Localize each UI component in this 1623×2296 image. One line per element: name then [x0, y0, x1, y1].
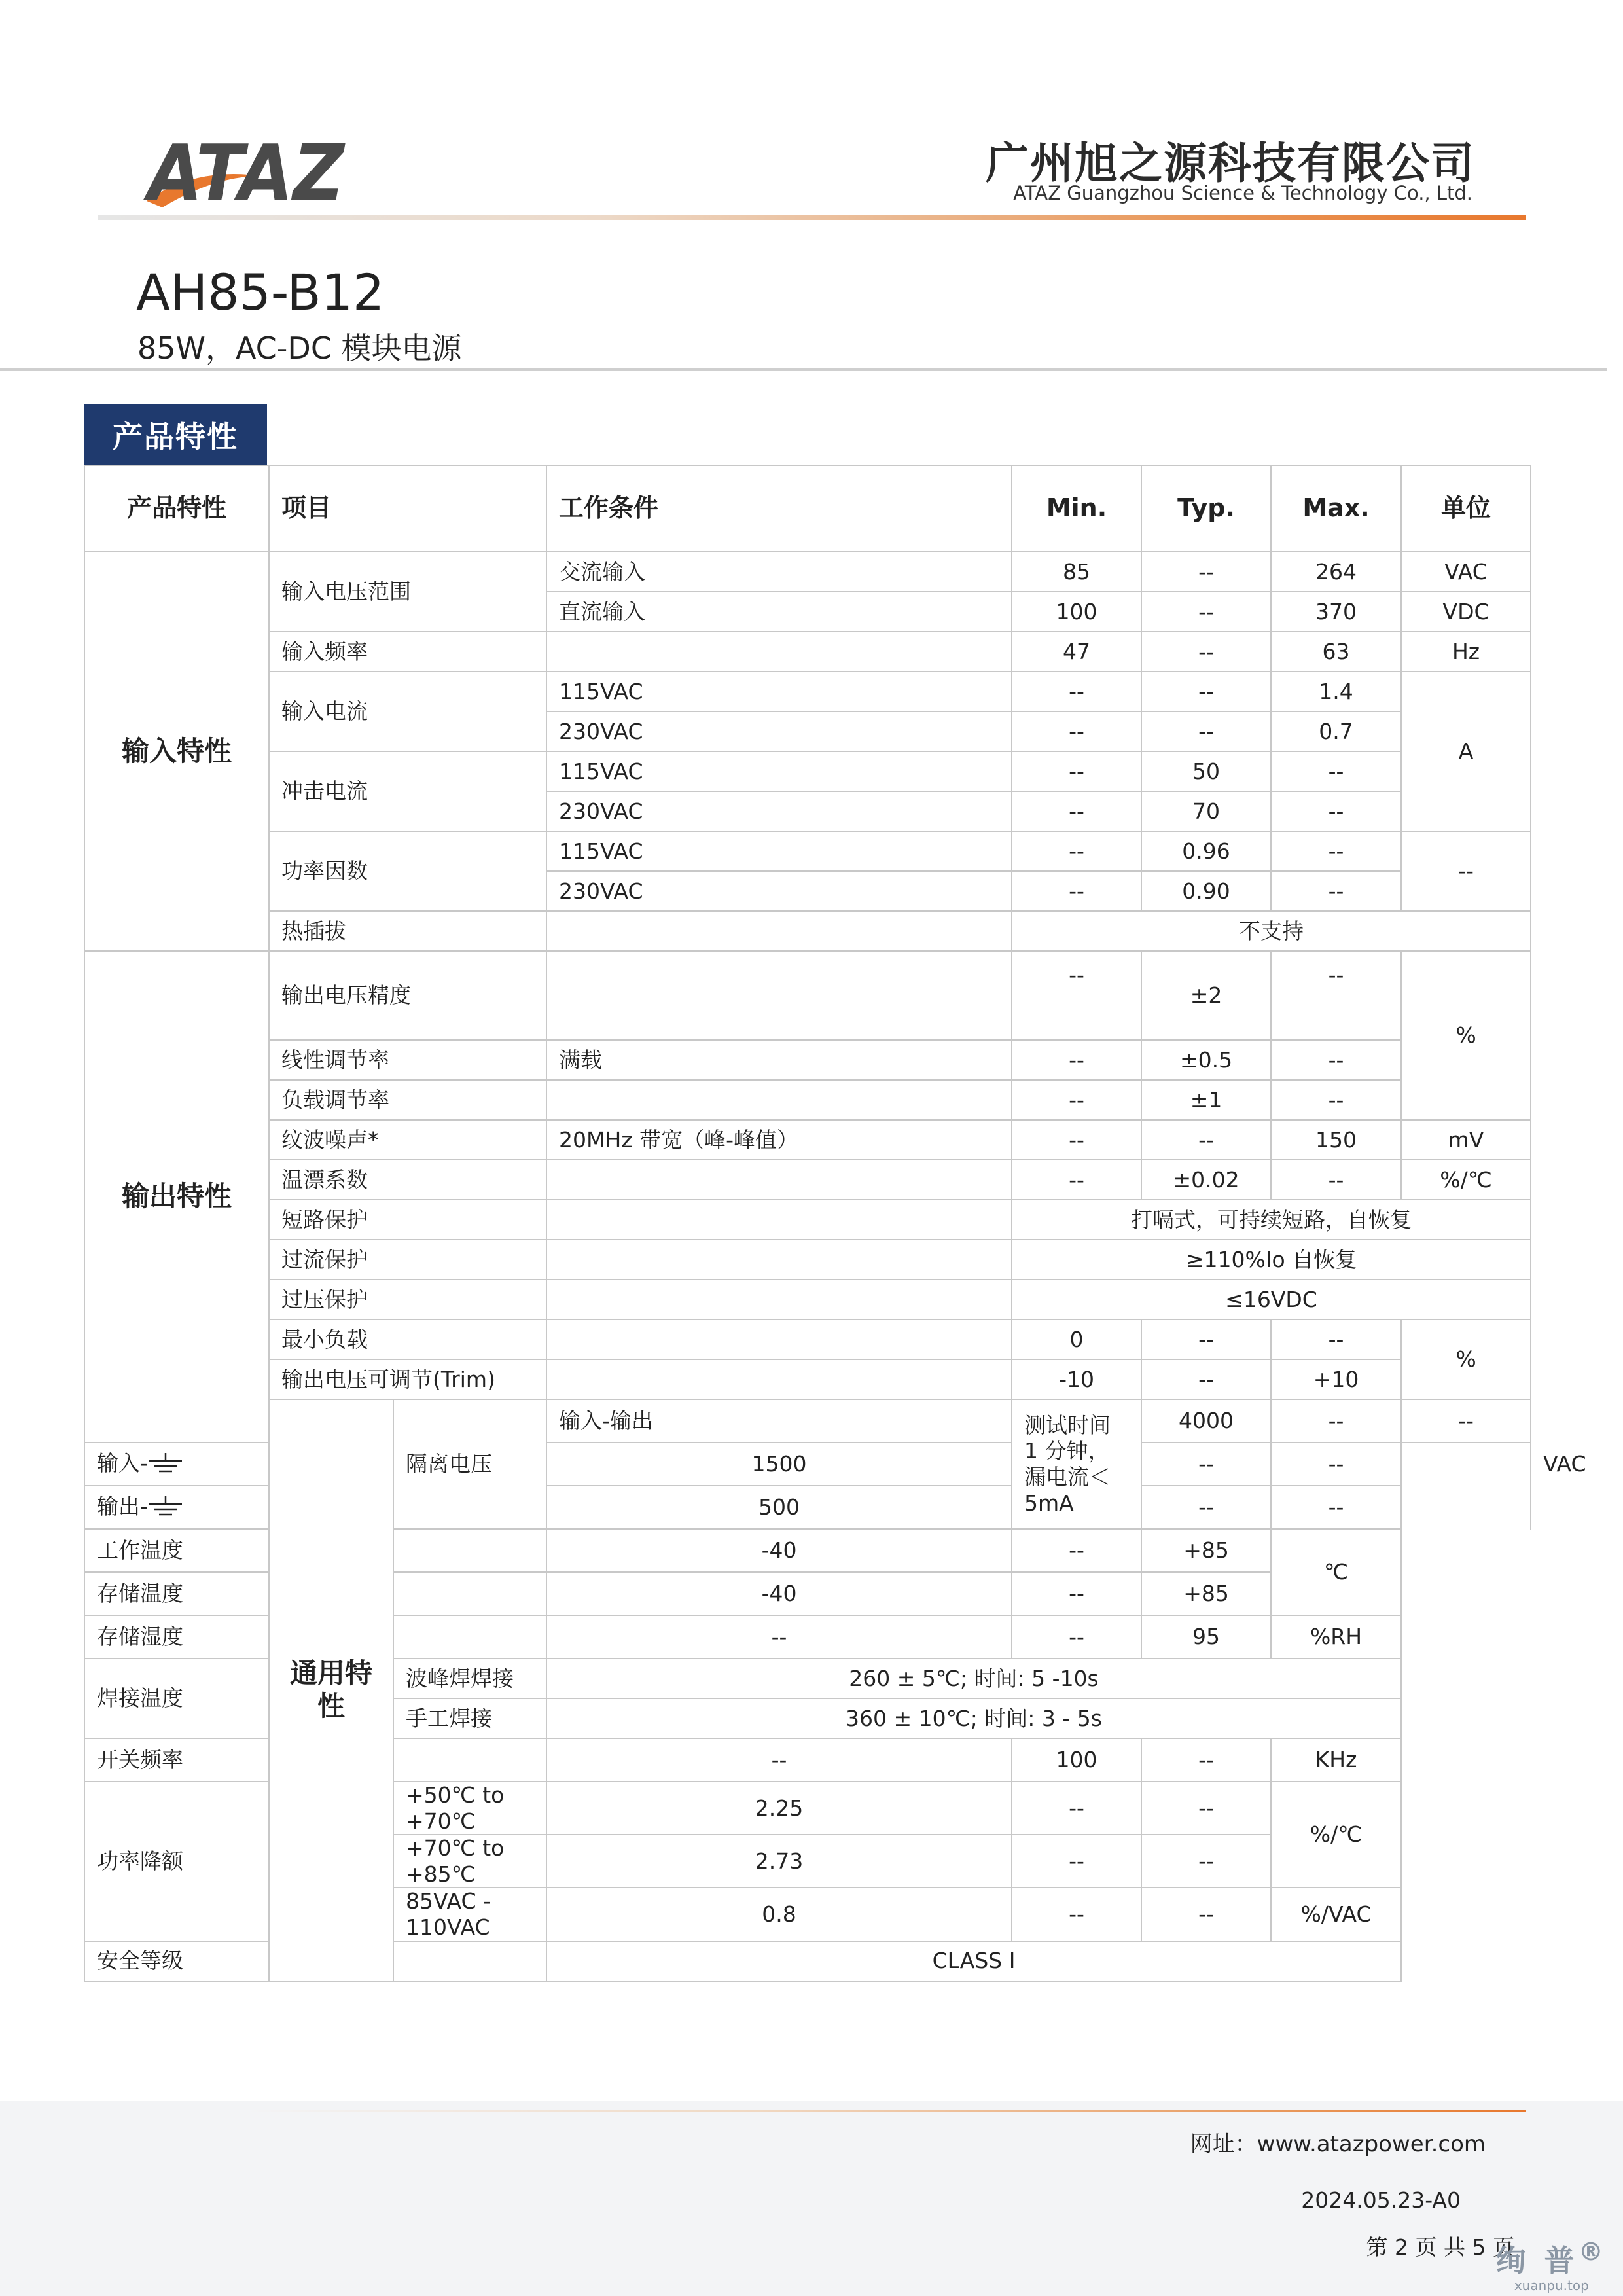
max-cell: 1.4 [1271, 672, 1401, 711]
max-cell: +85 [1141, 1572, 1271, 1615]
min-cell: -- [1012, 871, 1141, 911]
unit-cell: VAC [1401, 552, 1531, 592]
max-cell: -- [1141, 1888, 1271, 1941]
header-min: Min. [1012, 465, 1141, 552]
ataz-logo [143, 128, 352, 213]
condition-cell: +50℃ to +70℃ [393, 1782, 546, 1835]
min-cell: -- [1012, 791, 1141, 831]
table-row [84, 751, 1531, 791]
table-row [84, 1615, 1531, 1659]
table-row [84, 1080, 1531, 1120]
max-cell: -- [1271, 1443, 1401, 1486]
min-cell: -- [1012, 1080, 1141, 1120]
min-cell: -- [546, 1615, 1012, 1659]
table-row [84, 1319, 1531, 1359]
value-cell: 不支持 [1012, 911, 1531, 951]
max-cell: -- [1271, 1486, 1401, 1529]
header-unit: 单位 [1401, 465, 1531, 552]
table-row: 通用特性 隔离电压 输入-输出 测试时间 1 分钟，漏电流＜5mA 4000 -- -- VAC [84, 1399, 1531, 1443]
sub-item-label: 输出- [97, 1494, 148, 1520]
condition-cell [393, 1941, 546, 1981]
typ-cell: -- [1012, 1529, 1141, 1572]
typ-cell: 0.90 [1141, 871, 1271, 911]
min-cell: -- [1012, 751, 1141, 791]
min-cell: 500 [546, 1486, 1012, 1529]
max-cell: -- [1271, 791, 1401, 831]
typ-cell: 70 [1141, 791, 1271, 831]
condition-cell [393, 1615, 546, 1659]
unit-cell: A [1401, 672, 1531, 831]
condition-cell [546, 1359, 1012, 1399]
website-link[interactable]: 网址：www.atazpower.com [1190, 2131, 1486, 2157]
max-cell: -- [1141, 1782, 1271, 1835]
condition-cell: 115VAC [546, 751, 1012, 791]
max-cell: 370 [1271, 592, 1401, 632]
condition-cell [546, 951, 1012, 1040]
condition-cell: 测试时间 1 分钟，漏电流＜5mA [1012, 1399, 1141, 1529]
condition-cell: 波峰焊焊接 [393, 1659, 546, 1698]
doc-version: 2024.05.23-A0 [1301, 2187, 1461, 2213]
table-row [84, 632, 1531, 672]
value-cell: CLASS I [546, 1941, 1401, 1981]
min-cell: 4000 [1141, 1399, 1271, 1443]
max-cell: 264 [1271, 552, 1401, 592]
min-cell: -- [1012, 711, 1141, 751]
watermark [1496, 2237, 1607, 2293]
condition-cell [546, 1240, 1012, 1280]
max-cell: -- [1271, 871, 1401, 911]
min-cell: 47 [1012, 632, 1141, 672]
item-cell: 输出电压可调节(Trim) [269, 1359, 546, 1399]
company-name-cn: 广州旭之源科技有限公司 [986, 138, 1475, 188]
table-row [84, 1280, 1531, 1319]
table-row [84, 1040, 1531, 1080]
typ-cell: -- [1012, 1835, 1141, 1888]
item-cell: 安全等级 [84, 1941, 393, 1981]
typ-cell: ±0.02 [1141, 1160, 1271, 1200]
condition-cell: 230VAC [546, 711, 1012, 751]
table-row [84, 831, 1531, 871]
table-row [84, 552, 1531, 592]
category-general: 通用特性 [269, 1399, 393, 1981]
unit-cell: % [1401, 951, 1531, 1120]
item-cell: 冲击电流 [269, 751, 546, 831]
sub-item-cell [84, 1486, 269, 1529]
category-input: 输入特性 [84, 552, 269, 951]
min-cell: 100 [1012, 592, 1141, 632]
max-cell: 150 [1271, 1120, 1401, 1160]
watermark-text-en: xuanpu.top [1514, 2278, 1589, 2293]
item-cell: 输入电压范围 [269, 552, 546, 632]
typ-cell: -- [1141, 1359, 1271, 1399]
item-cell: 存储湿度 [84, 1615, 393, 1659]
typ-cell: 0.96 [1141, 831, 1271, 871]
condition-cell [546, 911, 1012, 951]
min-cell: -40 [546, 1572, 1012, 1615]
sub-item-cell: 输入-输出 [546, 1399, 1012, 1443]
max-cell: 0.7 [1271, 711, 1401, 751]
typ-cell: -- [1141, 1443, 1271, 1486]
footer-divider [245, 2110, 1526, 2112]
max-cell: 63 [1271, 632, 1401, 672]
typ-cell: -- [1141, 632, 1271, 672]
table-row [84, 1200, 1531, 1240]
typ-cell: -- [1271, 1399, 1401, 1443]
typ-cell: -- [1141, 1319, 1271, 1359]
item-cell: 输入频率 [269, 632, 546, 672]
typ-cell: 50 [1141, 751, 1271, 791]
condition-cell: 230VAC [546, 791, 1012, 831]
typ-cell: -- [1012, 1782, 1141, 1835]
item-cell: 过流保护 [269, 1240, 546, 1280]
table-row [84, 1240, 1531, 1280]
typ-cell: ±0.5 [1141, 1040, 1271, 1080]
item-cell: 短路保护 [269, 1200, 546, 1240]
table-row [84, 1738, 1531, 1782]
min-cell: -- [1012, 1040, 1141, 1080]
min-cell: 2.73 [546, 1835, 1012, 1888]
max-cell: -- [1141, 1738, 1271, 1782]
condition-cell: 满载 [546, 1040, 1012, 1080]
unit-cell: ℃ [1271, 1529, 1401, 1615]
typ-cell: -- [1141, 552, 1271, 592]
condition-cell [546, 1160, 1012, 1200]
unit-cell: %/℃ [1271, 1782, 1401, 1888]
typ-cell: -- [1012, 1888, 1141, 1941]
ground-icon [149, 1495, 182, 1521]
typ-cell: -- [1141, 1120, 1271, 1160]
min-cell: -- [1012, 1160, 1141, 1200]
table-row [84, 1529, 1531, 1572]
condition-cell [546, 1200, 1012, 1240]
item-cell: 焊接温度 [84, 1659, 393, 1738]
condition-cell [546, 1080, 1012, 1120]
header-max: Max. [1271, 465, 1401, 552]
condition-cell: 115VAC [546, 831, 1012, 871]
value-cell: ≥110%Io 自恢复 [1012, 1240, 1531, 1280]
header-condition: 工作条件 [546, 465, 1012, 552]
min-cell: 0 [1012, 1319, 1141, 1359]
typ-cell: 100 [1012, 1738, 1141, 1782]
max-cell: +85 [1141, 1529, 1271, 1572]
min-cell: 1500 [546, 1443, 1012, 1486]
condition-cell: 20MHz 带宽（峰-峰值） [546, 1120, 1012, 1160]
condition-cell: 交流输入 [546, 552, 1012, 592]
table-row [84, 1120, 1531, 1160]
condition-cell: +70℃ to +85℃ [393, 1835, 546, 1888]
header-divider [98, 215, 1526, 220]
unit-cell: %/VAC [1271, 1888, 1401, 1941]
unit-cell: mV [1401, 1120, 1531, 1160]
condition-cell [393, 1738, 546, 1782]
typ-cell: -- [1141, 1486, 1271, 1529]
product-model: AH85-B12 [136, 263, 385, 321]
header-category: 产品特性 [84, 465, 269, 552]
ground-icon [149, 1452, 182, 1478]
min-cell: -40 [546, 1529, 1012, 1572]
table-row [84, 1941, 1531, 1981]
condition-cell [546, 632, 1012, 672]
page-number: 第 2 页 共 5 页 [1366, 2234, 1514, 2260]
condition-cell: 手工焊接 [393, 1698, 546, 1738]
typ-cell: ±1 [1141, 1080, 1271, 1120]
value-cell: ≤16VDC [1012, 1280, 1531, 1319]
min-cell: -- [1012, 951, 1141, 1040]
typ-cell: -- [1012, 1615, 1141, 1659]
min-cell: 2.25 [546, 1782, 1012, 1835]
header-typ: Typ. [1141, 465, 1271, 552]
unit-cell: -- [1401, 831, 1531, 911]
unit-cell: % [1401, 1319, 1531, 1399]
max-cell: -- [1271, 1160, 1401, 1200]
max-cell: -- [1271, 751, 1401, 791]
item-cell: 最小负载 [269, 1319, 546, 1359]
unit-cell: Hz [1401, 632, 1531, 672]
min-cell: -- [1012, 672, 1141, 711]
item-cell: 输入电流 [269, 672, 546, 751]
table-row [84, 1160, 1531, 1200]
condition-cell [393, 1529, 546, 1572]
product-subtitle: 85W，AC-DC 模块电源 [137, 331, 462, 366]
unit-cell: KHz [1271, 1738, 1401, 1782]
typ-cell: -- [1141, 672, 1271, 711]
min-cell: -- [546, 1738, 1012, 1782]
item-cell: 开关频率 [84, 1738, 393, 1782]
condition-cell [546, 1280, 1012, 1319]
typ-cell: -- [1141, 592, 1271, 632]
max-cell: -- [1271, 951, 1401, 1040]
unit-cell: %RH [1271, 1615, 1401, 1659]
item-cell: 纹波噪声* [269, 1120, 546, 1160]
typ-cell: -- [1012, 1572, 1141, 1615]
typ-cell: ±2 [1141, 951, 1271, 1040]
max-cell: -- [1271, 1080, 1401, 1120]
item-cell: 过压保护 [269, 1280, 546, 1319]
condition-cell: 85VAC - 110VAC [393, 1888, 546, 1941]
watermark-text-cn: 绚 普 [1495, 2243, 1578, 2278]
table-row [84, 951, 1531, 1040]
table-header-row [84, 465, 1531, 552]
section-title: 产品特性 [84, 404, 267, 465]
condition-cell: 115VAC [546, 672, 1012, 711]
condition-cell: 230VAC [546, 871, 1012, 911]
item-cell: 负载调节率 [269, 1080, 546, 1120]
max-cell: -- [1401, 1399, 1531, 1443]
table-row [84, 1782, 1531, 1835]
value-cell: 260 ± 5℃; 时间: 5 -10s [546, 1659, 1401, 1698]
condition-cell [546, 1319, 1012, 1359]
max-cell: -- [1141, 1835, 1271, 1888]
max-cell: -- [1271, 1040, 1401, 1080]
company-name-en: ATAZ Guangzhou Science & Technology Co., Ltd. [1013, 182, 1472, 204]
logo-text: ATAZ [143, 128, 346, 213]
sub-item-label: 输入- [97, 1450, 148, 1477]
unit-cell: %/℃ [1401, 1160, 1531, 1200]
table-row [84, 672, 1531, 711]
min-cell: -- [1012, 1120, 1141, 1160]
condition-cell [393, 1572, 546, 1615]
item-cell: 存储温度 [84, 1572, 393, 1615]
unit-cell: VDC [1401, 592, 1531, 632]
max-cell: 95 [1141, 1615, 1271, 1659]
item-cell: 热插拔 [269, 911, 546, 951]
item-cell: 输出电压精度 [269, 951, 546, 1040]
typ-cell: -- [1141, 711, 1271, 751]
registered-mark: ® [1578, 2237, 1607, 2267]
min-cell: -- [1012, 831, 1141, 871]
min-cell: -10 [1012, 1359, 1141, 1399]
item-cell: 功率因数 [269, 831, 546, 911]
item-cell: 隔离电压 [393, 1399, 546, 1529]
table-row [84, 1359, 1531, 1399]
max-cell: +10 [1271, 1359, 1401, 1399]
value-cell: 360 ± 10℃; 时间: 3 - 5s [546, 1698, 1401, 1738]
item-cell: 温漂系数 [269, 1160, 546, 1200]
condition-cell: 直流输入 [546, 592, 1012, 632]
item-cell: 线性调节率 [269, 1040, 546, 1080]
item-cell: 功率降额 [84, 1782, 393, 1941]
min-cell: 85 [1012, 552, 1141, 592]
max-cell: -- [1271, 831, 1401, 871]
max-cell: -- [1271, 1319, 1401, 1359]
item-cell: 工作温度 [84, 1529, 393, 1572]
category-output: 输出特性 [84, 951, 269, 1443]
min-cell: 0.8 [546, 1888, 1012, 1941]
table-row [84, 911, 1531, 951]
value-cell: 打嗝式，可持续短路，自恢复 [1012, 1200, 1531, 1240]
sub-item-cell [84, 1443, 269, 1486]
spec-table [84, 465, 1586, 1982]
subtitle-divider [0, 368, 1607, 371]
header-item: 项目 [269, 465, 546, 552]
